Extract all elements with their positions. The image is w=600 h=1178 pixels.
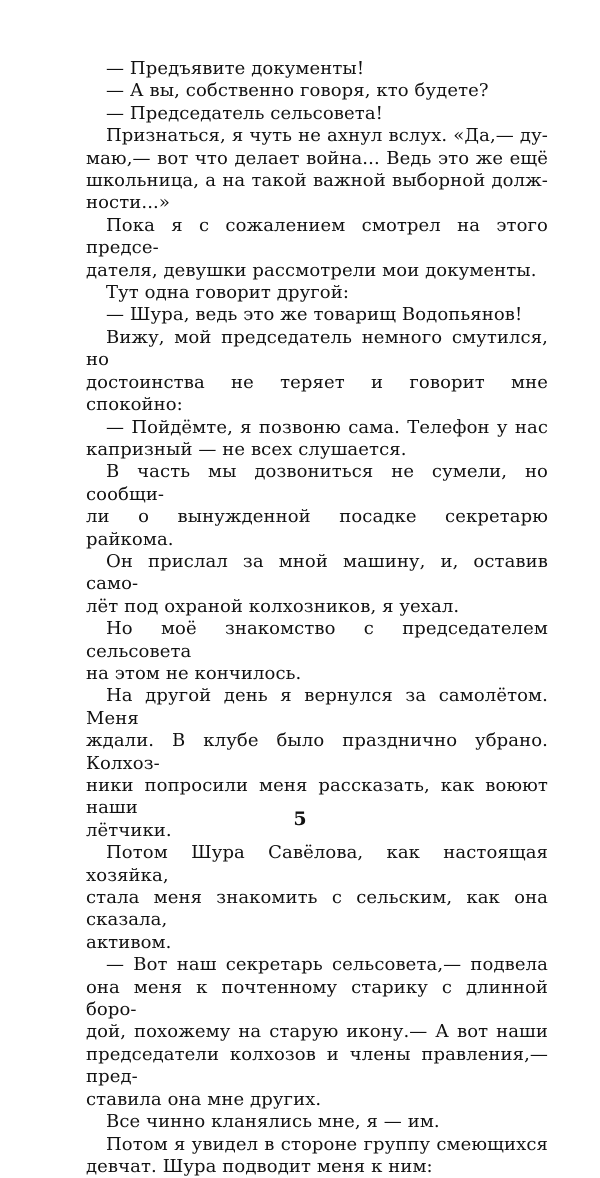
text-line: В часть мы дозвониться не сумели, но сообщи- bbox=[86, 461, 548, 506]
paragraph bbox=[86, 551, 548, 618]
paragraph bbox=[86, 954, 548, 1111]
text-line: школьница, а на такой важной выборной долж- bbox=[86, 170, 548, 192]
text-line: стала меня знакомить с сельским, как она сказала, bbox=[86, 887, 548, 932]
text-line: ставила она мне других. bbox=[86, 1089, 548, 1111]
text-line: Тут одна говорит другой: bbox=[86, 282, 548, 304]
text-line: ли о вынужденной посадке секретарю райкома. bbox=[86, 506, 548, 551]
paragraph bbox=[86, 1111, 548, 1133]
text-line: — Пойдёмте, я позвоню сама. Телефон у нас bbox=[86, 417, 548, 439]
text-line: — Предъявите документы! bbox=[86, 58, 548, 80]
text-line: ждали. В клубе было празднично убрано. Колхоз- bbox=[86, 730, 548, 775]
book-page-text bbox=[86, 58, 548, 1178]
paragraph bbox=[86, 304, 548, 326]
text-line: на этом не кончилось. bbox=[86, 663, 548, 685]
text-line: — Вот наш секретарь сельсовета,— подвела bbox=[86, 954, 548, 976]
text-line: Вижу, мой председатель немного смутился, но bbox=[86, 327, 548, 372]
text-line: маю,— вот что делает война... Ведь это же ещё bbox=[86, 148, 548, 170]
paragraph bbox=[86, 215, 548, 282]
text-line: Признаться, я чуть не ахнул вслух. «Да,— ду- bbox=[86, 125, 548, 147]
text-line: капризный — не всех слушается. bbox=[86, 439, 548, 461]
text-line: дателя, девушки рассмотрели мои документы. bbox=[86, 260, 548, 282]
paragraph bbox=[86, 842, 548, 954]
text-line: она меня к почтенному старику с длинной боро- bbox=[86, 977, 548, 1022]
text-line: Он прислал за мной машину, и, оставив само- bbox=[86, 551, 548, 596]
paragraph bbox=[86, 618, 548, 685]
paragraph bbox=[86, 461, 548, 551]
text-line: дой, похожему на старую икону.— А вот наши bbox=[86, 1021, 548, 1043]
paragraph bbox=[86, 1134, 548, 1178]
text-line: На другой день я вернулся за самолётом. Меня bbox=[86, 685, 548, 730]
text-line: лётчики. bbox=[86, 820, 548, 842]
text-line: девчат. Шура подводит меня к ним: bbox=[86, 1156, 548, 1178]
page-number: 5 bbox=[0, 808, 600, 830]
text-line: ники попросили меня рассказать, как воюют наши bbox=[86, 775, 548, 820]
paragraph bbox=[86, 327, 548, 417]
paragraph bbox=[86, 417, 548, 462]
text-line: достоинства не теряет и говорит мне спокойно: bbox=[86, 372, 548, 417]
paragraph bbox=[86, 282, 548, 304]
text-line: Потом Шура Савёлова, как настоящая хозяйка, bbox=[86, 842, 548, 887]
text-line: — А вы, собственно говоря, кто будете? bbox=[86, 80, 548, 102]
text-line: Пока я с сожалением смотрел на этого предсе- bbox=[86, 215, 548, 260]
text-line: ности...» bbox=[86, 192, 548, 214]
text-line: Потом я увидел в стороне группу смеющихся bbox=[86, 1134, 548, 1156]
text-line: лёт под охраной колхозников, я уехал. bbox=[86, 596, 548, 618]
text-line: — Председатель сельсовета! bbox=[86, 103, 548, 125]
text-line: — Шура, ведь это же товарищ Водопьянов! bbox=[86, 304, 548, 326]
paragraph bbox=[86, 58, 548, 80]
text-line: Но моё знакомство с председателем сельсовета bbox=[86, 618, 548, 663]
text-line: Все чинно кланялись мне, я — им. bbox=[86, 1111, 548, 1133]
paragraph bbox=[86, 125, 548, 215]
text-line: активом. bbox=[86, 932, 548, 954]
text-line: председатели колхозов и члены правления,— пред- bbox=[86, 1044, 548, 1089]
paragraph bbox=[86, 103, 548, 125]
paragraph bbox=[86, 80, 548, 102]
